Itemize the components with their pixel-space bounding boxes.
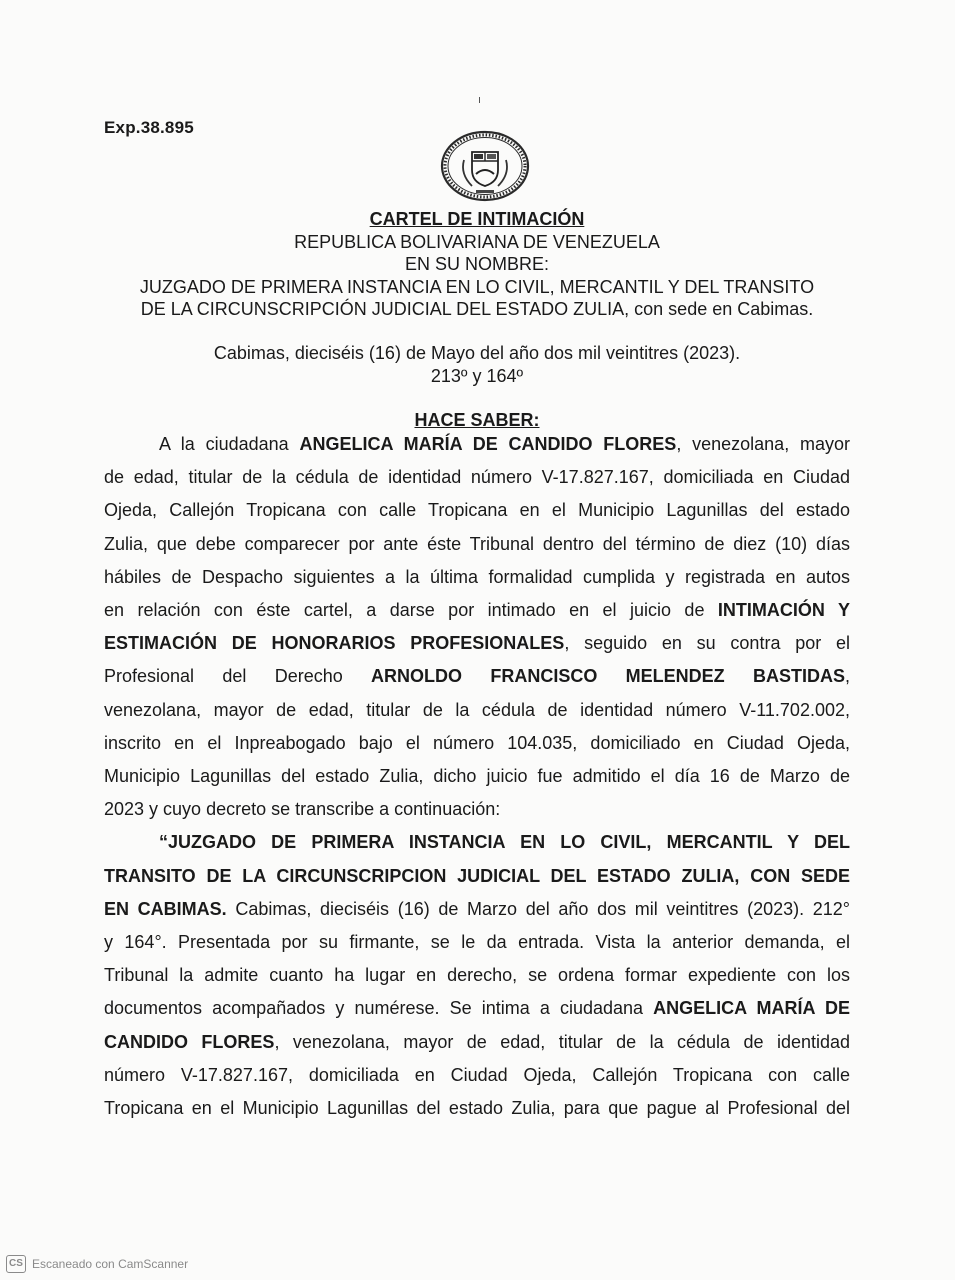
body-line [104, 428, 850, 461]
decree-line: y 164°. Presentada por su firmante, se le da entrada. Vista la anterior demanda, el [104, 932, 850, 953]
body-text: , [844, 666, 850, 687]
decree-line: número V-17.827.167, domiciliada en Ciudad Ojeda, Callejón Tropicana con calle [104, 1064, 850, 1085]
scanner-watermark [6, 1255, 188, 1273]
watermark-text: Escaneado con CamScanner [32, 1257, 189, 1271]
date-block [104, 342, 850, 387]
document-body [104, 428, 850, 1125]
body-text: Cabimas, dieciséis (16) de Marzo del año dos mil veintitres (2023). 212° [226, 898, 850, 919]
body-line: 2023 y cuyo decreto se transcribe a continuación: [104, 799, 501, 820]
header-court-line-1: JUZGADO DE PRIMERA INSTANCIA EN LO CIVIL, MERCANTIL Y DEL TRANSITO [139, 276, 815, 297]
body-line: inscrito en el Inpreabogado bajo el número 104.035, domiciliado en Ciudad Ojeda, [104, 732, 850, 753]
document-header [104, 208, 850, 321]
body-line [104, 594, 850, 627]
body-line: Ojeda, Callejón Tropicana con calle Tropicana en el Municipio Lagunillas del estado [104, 500, 850, 521]
decree-line [104, 893, 850, 926]
decree-line: “JUZGADO DE PRIMERA INSTANCIA EN LO CIVIL, MERCANTIL Y DEL [159, 832, 850, 853]
body-line [104, 627, 850, 660]
expediente-number: Exp.38.895 [104, 118, 194, 137]
body-text: en relación con éste cartel, a darse por intimado en el juicio de [104, 600, 718, 621]
body-text: documentos acompañados y numérese. Se intima a ciudadana [104, 998, 654, 1019]
intimated-party-name: CANDIDO FLORES [104, 1031, 275, 1052]
body-text: , venezolana, mayor de edad, titular de la cédula de identidad [274, 1031, 851, 1052]
header-en-su-nombre: EN SU NOMBRE: [404, 254, 550, 274]
date-line: Cabimas, dieciséis (16) de Mayo del año dos mil veintitres (2023). [213, 343, 741, 363]
intimated-party-name: ANGELICA MARÍA DE [653, 998, 850, 1019]
body-line: Municipio Lagunillas del estado Zulia, dicho juicio fue admitido el día 16 de Marzo de [104, 766, 850, 787]
body-line: Zulia, que debe comparecer por ante éste Tribunal dentro del término de diez (10) días [104, 533, 850, 554]
case-type-bold: INTIMACIÓN Y [717, 600, 850, 621]
decree-bold: EN CABIMAS. [104, 898, 227, 919]
body-line: hábiles de Despacho siguientes a la última formalidad cumplida y registrada en autos [104, 566, 850, 587]
body-line [104, 660, 850, 693]
body-text: A la ciudadana [159, 434, 300, 454]
decree-line: Tribunal la admite cuanto ha lugar en derecho, se ordena formar expediente con los [104, 965, 850, 986]
document-title: CARTEL DE INTIMACIÓN [369, 209, 585, 229]
scan-mark [479, 97, 480, 103]
hace-saber-heading: HACE SABER: [414, 410, 540, 430]
intimated-party-name: ANGELICA MARÍA DE CANDIDO FLORES [299, 434, 677, 454]
header-court-line-2: DE LA CIRCUNSCRIPCIÓN JUDICIAL DEL ESTADO ZULIA, con sede en Cabimas. [140, 299, 814, 319]
case-type-bold: ESTIMACIÓN DE HONORARIOS PROFESIONALES [104, 633, 565, 654]
court-seal-icon [440, 130, 530, 202]
decree-line: Tropicana en el Municipio Lagunillas del estado Zulia, para que pague al Profesional del [104, 1098, 850, 1119]
decree-line [104, 992, 850, 1025]
decree-line [104, 1026, 850, 1059]
body-line: de edad, titular de la cédula de identidad número V-17.827.167, domiciliada en Ciudad [104, 467, 850, 488]
body-text: , venezolana, mayor [676, 434, 850, 454]
body-line: venezolana, mayor de edad, titular de la cédula de identidad número V-11.702.002, [104, 699, 850, 720]
header-country: REPUBLICA BOLIVARIANA DE VENEZUELA [294, 231, 660, 252]
body-text: Profesional del Derecho [104, 666, 372, 687]
years-line: 213º y 164º [430, 365, 524, 386]
attorney-name: ARNOLDO FRANCISCO MELENDEZ BASTIDAS [371, 666, 845, 687]
body-text: , seguido en su contra por el [564, 633, 850, 654]
camscanner-icon: CS [6, 1255, 26, 1273]
decree-line: TRANSITO DE LA CIRCUNSCRIPCION JUDICIAL DEL ESTADO ZULIA, CON SEDE [104, 865, 850, 886]
